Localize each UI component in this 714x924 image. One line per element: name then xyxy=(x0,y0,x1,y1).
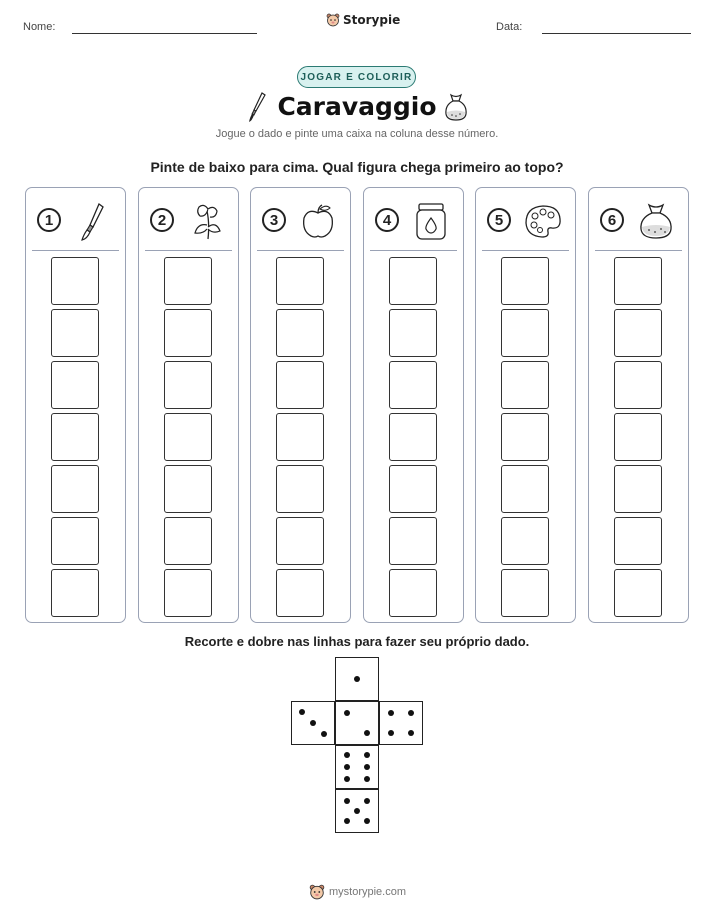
color-box[interactable] xyxy=(614,413,662,461)
brand-logo xyxy=(326,13,400,27)
color-box[interactable] xyxy=(614,517,662,565)
color-box[interactable] xyxy=(164,361,212,409)
page-subtitle: Jogue o dado e pinte uma caixa na coluna desse número. xyxy=(215,128,499,140)
color-box[interactable] xyxy=(276,361,324,409)
color-box[interactable] xyxy=(614,309,662,357)
pigment-pouch-icon xyxy=(636,201,676,241)
color-box[interactable] xyxy=(389,465,437,513)
color-box[interactable] xyxy=(51,361,99,409)
color-box[interactable] xyxy=(614,361,662,409)
color-box[interactable] xyxy=(614,569,662,617)
color-box[interactable] xyxy=(51,257,99,305)
color-box[interactable] xyxy=(276,257,324,305)
color-box[interactable] xyxy=(501,257,549,305)
color-box[interactable] xyxy=(614,257,662,305)
color-box[interactable] xyxy=(276,413,324,461)
color-box[interactable] xyxy=(501,309,549,357)
color-box[interactable] xyxy=(389,257,437,305)
color-box[interactable] xyxy=(164,465,212,513)
column-number: 1 xyxy=(37,208,61,232)
color-box[interactable] xyxy=(164,517,212,565)
color-box[interactable] xyxy=(501,413,549,461)
die-face-5 xyxy=(335,789,379,833)
date-line[interactable] xyxy=(542,33,691,34)
column-6 xyxy=(588,187,689,623)
color-box[interactable] xyxy=(51,309,99,357)
die-face-6 xyxy=(335,745,379,789)
color-box[interactable] xyxy=(276,517,324,565)
cut-instruction: Recorte e dobre nas linhas para fazer seu próprio dado. xyxy=(184,634,530,649)
color-box[interactable] xyxy=(501,569,549,617)
die-face-1 xyxy=(335,657,379,701)
palette-icon xyxy=(523,201,563,241)
color-box[interactable] xyxy=(389,517,437,565)
date-label: Data: xyxy=(496,21,523,33)
column-4 xyxy=(363,187,464,623)
die-face-4 xyxy=(379,701,423,745)
column-number: 4 xyxy=(375,208,399,232)
paintbrush-icon xyxy=(73,201,113,241)
color-box[interactable] xyxy=(389,361,437,409)
column-5 xyxy=(475,187,576,623)
instruction-text: Pinte de baixo para cima. Qual figura chega primeiro ao topo? xyxy=(150,159,564,175)
die-face-3 xyxy=(291,701,335,745)
color-box[interactable] xyxy=(51,569,99,617)
footer-url[interactable]: mystorypie.com xyxy=(329,886,407,898)
flower-icon xyxy=(186,201,226,241)
column-number: 3 xyxy=(262,208,286,232)
footer xyxy=(309,884,406,900)
color-box[interactable] xyxy=(51,465,99,513)
color-box[interactable] xyxy=(501,517,549,565)
color-box[interactable] xyxy=(501,361,549,409)
column-number: 2 xyxy=(150,208,174,232)
color-box[interactable] xyxy=(164,309,212,357)
column-3 xyxy=(250,187,351,623)
column-number: 5 xyxy=(487,208,511,232)
color-box[interactable] xyxy=(389,569,437,617)
color-box[interactable] xyxy=(276,465,324,513)
activity-badge: JOGAR E COLORIR xyxy=(297,66,416,88)
column-number: 6 xyxy=(600,208,624,232)
color-box[interactable] xyxy=(276,309,324,357)
bear-icon xyxy=(326,13,340,27)
page-title: Caravaggio xyxy=(277,92,437,121)
name-line[interactable] xyxy=(72,33,257,34)
brand-name: Storypie xyxy=(343,13,401,27)
apple-icon xyxy=(298,201,338,241)
color-box[interactable] xyxy=(389,413,437,461)
bear-icon xyxy=(309,884,325,900)
paint-jar-icon xyxy=(411,201,451,241)
color-box[interactable] xyxy=(164,257,212,305)
column-1 xyxy=(25,187,126,623)
color-box[interactable] xyxy=(614,465,662,513)
color-box[interactable] xyxy=(164,569,212,617)
color-box[interactable] xyxy=(389,309,437,357)
color-box[interactable] xyxy=(501,465,549,513)
pigment-pouch-icon xyxy=(443,92,469,122)
name-label: Nome: xyxy=(23,21,56,33)
color-box[interactable] xyxy=(164,413,212,461)
column-2 xyxy=(138,187,239,623)
die-face-2 xyxy=(335,701,379,745)
color-box[interactable] xyxy=(51,517,99,565)
color-box[interactable] xyxy=(276,569,324,617)
color-box[interactable] xyxy=(51,413,99,461)
